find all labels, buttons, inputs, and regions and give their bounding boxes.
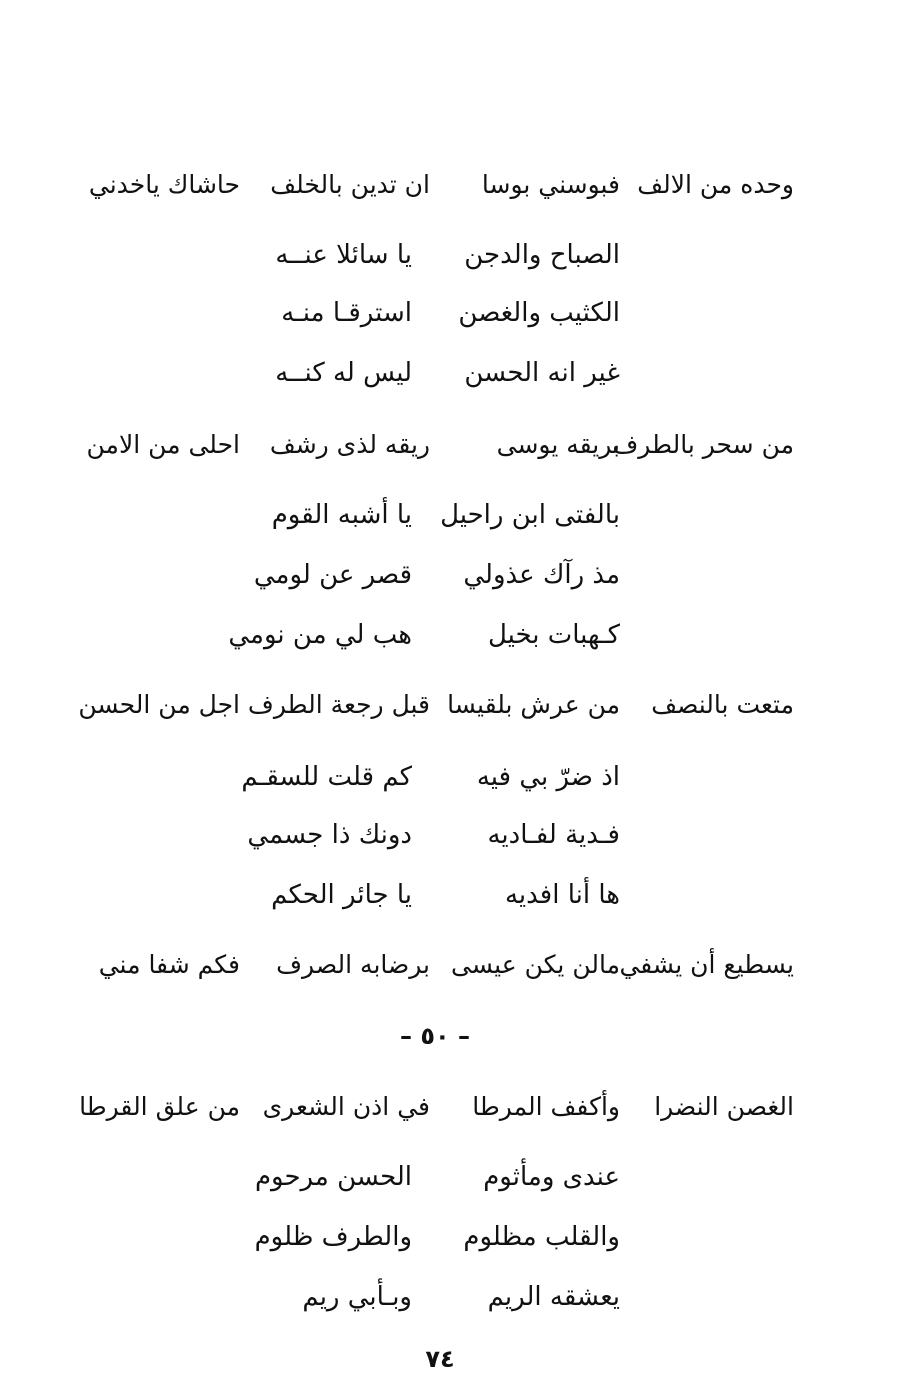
poem-short-line [0, 620, 922, 660]
verse-segment: اذ ضرّ بي فيه [476, 762, 620, 792]
verse-segment: كم قلت للسقـم [241, 762, 412, 792]
verse-segment: ريقه لذى رشف [269, 430, 430, 459]
verse-segment: قصر عن لومي [253, 560, 412, 590]
verse-segment: حاشاك ياخدني [88, 170, 240, 199]
verse-segment: هب لي من نومي [228, 620, 412, 650]
verse-segment: بالفتى ابن راحيل [440, 500, 620, 530]
poem-short-line [0, 358, 922, 398]
poem-long-line [0, 170, 922, 210]
page-number: ٧٤ [425, 1345, 455, 1373]
verse-segment: بريقه يوسى [496, 430, 620, 459]
verse-segment: والقلب مظلوم [463, 1222, 620, 1252]
verse-segment: والطرف ظلوم [254, 1222, 412, 1252]
verse-segment: مالن يكن عيسى [451, 950, 620, 979]
verse-segment: يعشقه الريم [487, 1282, 620, 1312]
poem-long-line [0, 1092, 922, 1132]
poem-short-line [0, 298, 922, 338]
verse-segment: فـدية لفـاديه [487, 820, 620, 850]
verse-segment: وأكفف المرطا [472, 1092, 620, 1121]
verse-segment: برضابه الصرف [276, 950, 430, 979]
verse-segment: وحده من الالف [637, 170, 794, 199]
verse-segment: دونك ذا جسمي [247, 820, 412, 850]
poem-short-line [0, 500, 922, 540]
poem-short-line [0, 820, 922, 860]
verse-segment: الغصن النضرا [654, 1092, 794, 1121]
verse-segment: اجل من الحسن [78, 690, 240, 719]
verse-segment: من سحر بالطرف [612, 430, 794, 459]
poem-short-line [0, 560, 922, 600]
poem-short-line [0, 240, 922, 280]
verse-segment: استرقـا منـه [281, 298, 412, 328]
poem-long-line [0, 950, 922, 990]
verse-segment: فبوسني بوسا [481, 170, 620, 199]
verse-segment: كـهبات بخيل [487, 620, 620, 650]
section-divider: – ٥٠ – [399, 1022, 470, 1050]
poem-short-line [0, 1162, 922, 1202]
poem-short-line [0, 762, 922, 802]
verse-segment: وبـأبي ريم [302, 1282, 412, 1312]
verse-segment: احلى من الامن [86, 430, 240, 459]
verse-segment: مذ رآك عذولي [463, 560, 620, 590]
verse-segment: قبل رجعة الطرف [247, 690, 430, 719]
verse-segment: ليس له كنــه [275, 358, 412, 388]
verse-segment: يا أشبه القوم [271, 500, 412, 530]
poem-long-line [0, 430, 922, 470]
verse-segment: يسطيع أن يشفي [619, 950, 794, 979]
verse-segment: من عرش بلقيسا [447, 690, 620, 719]
verse-segment: الصباح والدجن [464, 240, 620, 270]
verse-segment: عندى ومأثوم [483, 1162, 620, 1192]
verse-segment: الحسن مرحوم [254, 1162, 412, 1192]
poem-long-line [0, 690, 922, 730]
verse-segment: يا سائلا عنــه [275, 240, 412, 270]
verse-segment: متعت بالنصف [651, 690, 794, 719]
verse-segment: من علق القرطا [79, 1092, 240, 1121]
verse-segment: غير انه الحسن [464, 358, 620, 388]
verse-segment: ها أنا افديه [504, 880, 620, 910]
poem-short-line [0, 880, 922, 920]
verse-segment: يا جائر الحكم [271, 880, 412, 910]
poem-short-line [0, 1222, 922, 1262]
verse-segment: ان تدين بالخلف [270, 170, 430, 199]
verse-segment: في اذن الشعرى [262, 1092, 430, 1121]
verse-segment: الكثيب والغصن [458, 298, 620, 328]
poem-short-line [0, 1282, 922, 1322]
verse-segment: فكم شفا مني [98, 950, 240, 979]
